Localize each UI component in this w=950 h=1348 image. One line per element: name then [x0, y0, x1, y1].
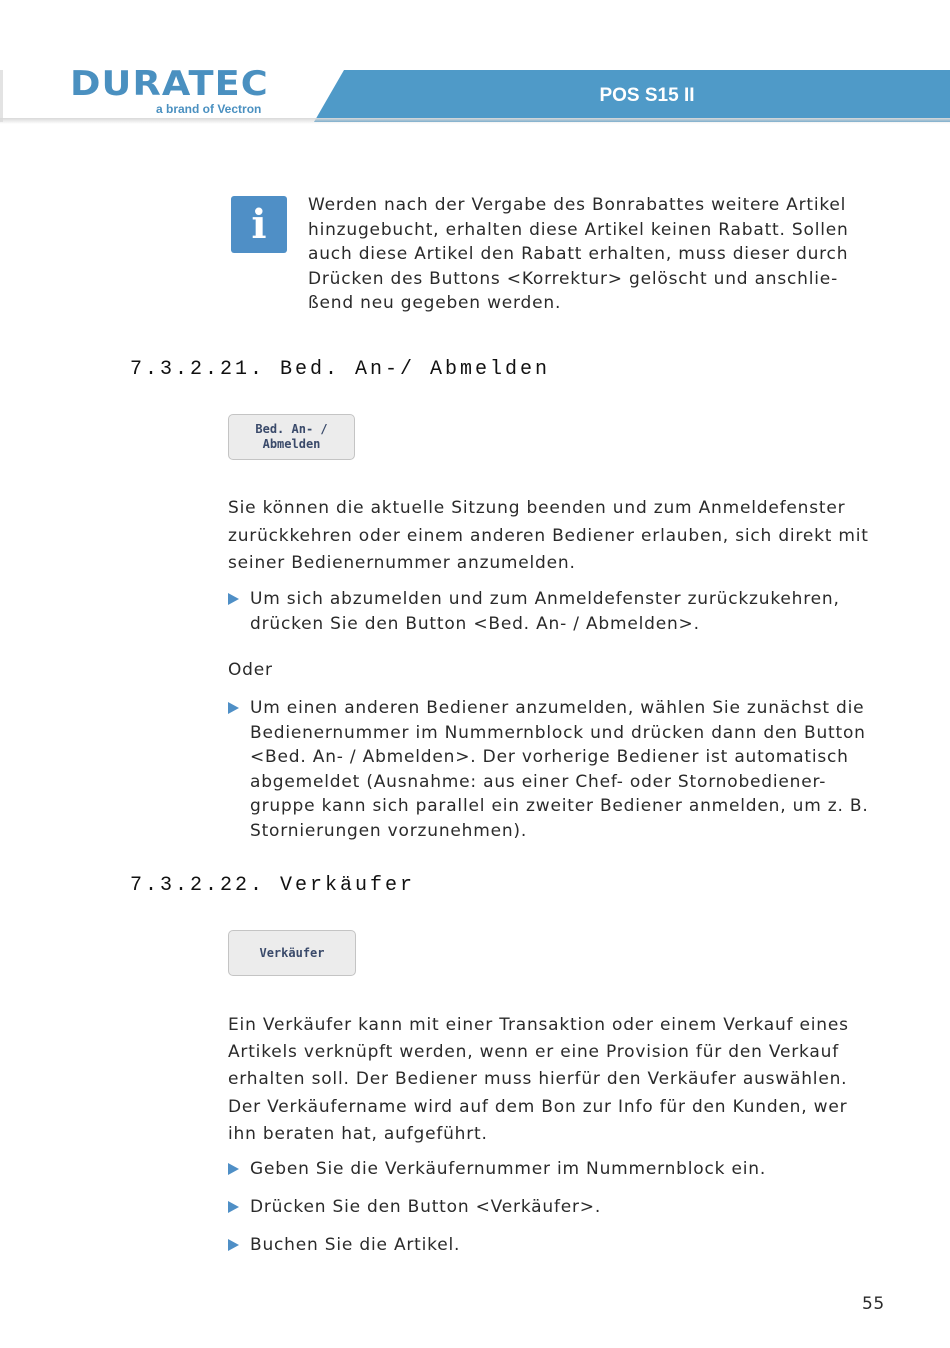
info-line: auch diese Artikel den Rabatt erhalten, muss dieser durch	[308, 244, 849, 264]
product-title: POS S15 II	[599, 85, 695, 106]
duratec-logo	[70, 66, 300, 120]
info-icon: i	[231, 196, 287, 253]
bed-an-abmelden-button-image: Bed. An- / Abmelden	[228, 414, 355, 460]
header-shadow	[0, 118, 950, 124]
page-number: 55	[862, 1294, 885, 1314]
bullet-line: abgemeldet (Ausnahme: aus einer Chef- oder Stornobediener-	[250, 771, 827, 792]
section-1-intro	[228, 495, 888, 578]
bullet-arrow-icon	[228, 702, 239, 714]
section-2-intro	[228, 1012, 888, 1148]
oder-text: Oder	[228, 660, 273, 680]
product-banner	[314, 70, 950, 122]
paragraph-line: ihn beraten hat, aufgeführt.	[228, 1123, 488, 1144]
bullet-line: Geben Sie die Verkäufernummer im Nummernblock ein.	[250, 1159, 767, 1179]
logo-wordmark: DURATEC	[70, 64, 269, 104]
bullet-line: Drücken Sie den Button <Verkäufer>.	[250, 1197, 602, 1217]
bullet-arrow-icon	[228, 1239, 239, 1251]
bullet-line: Stornierungen vorzunehmen).	[250, 820, 528, 841]
paragraph-line: Sie können die aktuelle Sitzung beenden und zum Anmeldefenster	[228, 498, 846, 518]
info-line: hinzugebucht, erhalten diese Artikel keinen Rabatt. Sollen	[308, 219, 849, 240]
section-heading-verkaeufer: 7.3.2.22. Verkäufer	[130, 874, 416, 897]
bullet-arrow-icon	[228, 593, 239, 605]
info-line: Werden nach der Vergabe des Bonrabattes weitere Artikel	[308, 195, 847, 215]
verkaeufer-button-image: Verkäufer	[228, 930, 356, 976]
paragraph-line: Ein Verkäufer kann mit einer Transaktion oder einem Verkauf eines	[228, 1015, 849, 1035]
bullet-line: gruppe kann sich parallel ein zweiter Bediener anmelden, um z. B.	[250, 796, 869, 816]
logo-subtitle: a brand of Vectron	[156, 102, 262, 116]
bullet-arrow-icon	[228, 1163, 239, 1175]
bullet-line: <Bed. An- / Abmelden>. Der vorherige Bediener ist automatisch	[250, 747, 849, 767]
paragraph-line: seiner Bedienernummer anzumelden.	[228, 553, 576, 573]
paragraph-line: Der Verkäufername wird auf dem Bon zur Info für den Kunden, wer	[228, 1096, 848, 1117]
info-note-text	[308, 193, 878, 316]
bullet-arrow-icon	[228, 1201, 239, 1213]
page-header	[0, 0, 950, 125]
paragraph-line: Artikels verknüpft werden, wenn er eine Provision für den Verkauf	[228, 1042, 839, 1063]
header-edge	[0, 70, 3, 122]
paragraph-line: zurückkehren oder einem anderen Bediener erlauben, sich direkt mit	[228, 525, 869, 546]
bullet-line: Buchen Sie die Artikel.	[250, 1235, 461, 1255]
bullet-line: Um sich abzumelden und zum Anmeldefenster zurückzukehren,	[250, 589, 840, 609]
paragraph-line: erhalten soll. Der Bediener muss hierfür den Verkäufer auswählen.	[228, 1069, 848, 1090]
bullet-line: Um einen anderen Bediener anzumelden, wählen Sie zunächst die	[250, 698, 865, 718]
section-heading-bed-an-abmelden: 7.3.2.21. Bed. An-/ Abmelden	[130, 358, 551, 381]
info-line: Drücken des Buttons <Korrektur> gelöscht und anschlie-	[308, 268, 838, 289]
bullet-line: drücken Sie den Button <Bed. An- / Abmelden>.	[250, 613, 700, 634]
info-line: ßend neu gegeben werden.	[308, 293, 562, 313]
bullet-line: Bedienernummer im Nummernblock und drücken dann den Button	[250, 722, 866, 743]
